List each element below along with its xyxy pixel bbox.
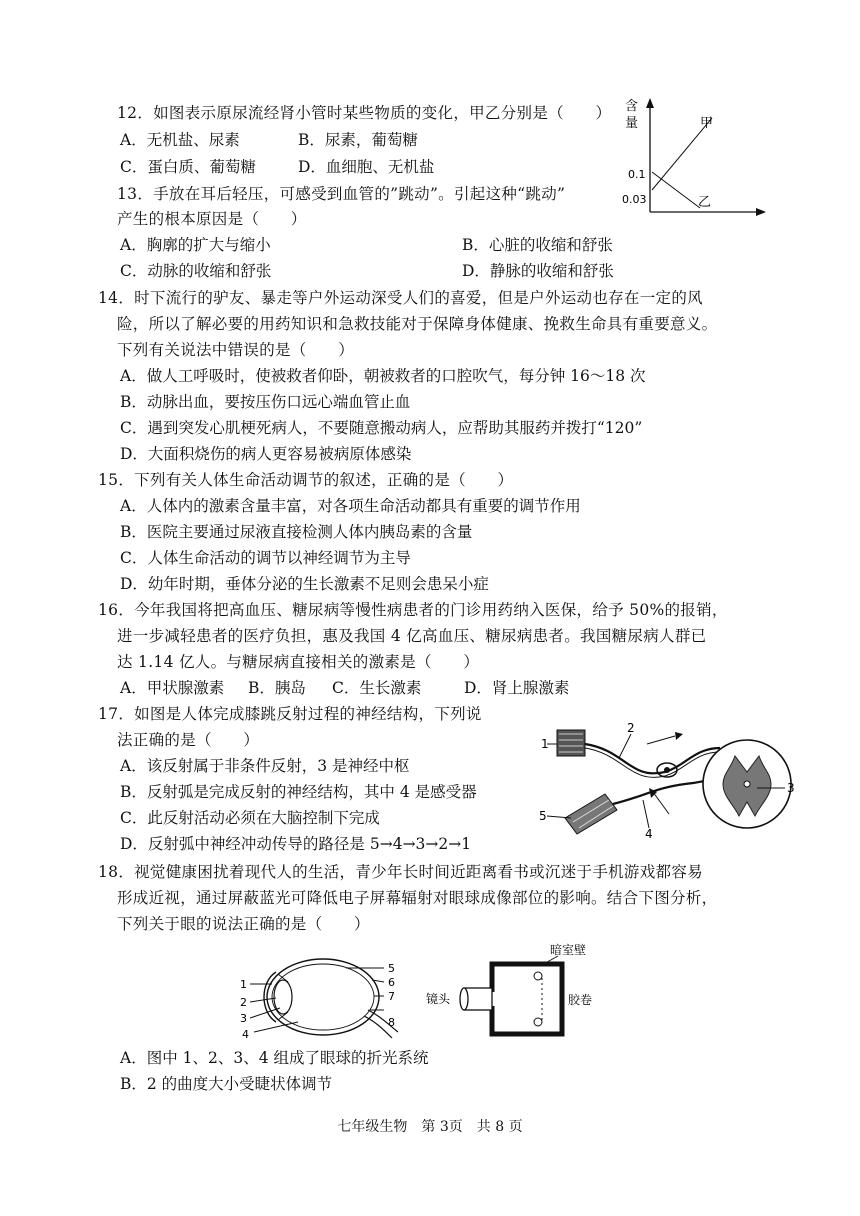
camera-label-lens: 镜头: [426, 992, 451, 1006]
camera-body: [492, 964, 562, 1034]
q12-option-a[interactable]: A．无机盐、尿素: [120, 131, 240, 149]
reflex-label-2: 2: [627, 721, 635, 735]
q15-option-a[interactable]: A．人体内的激素含量丰富，对各项生命活动都具有重要的调节作用: [120, 497, 581, 515]
q15-option-c[interactable]: C．人体生命活动的调节以神经调节为主导: [120, 549, 411, 567]
q16-stem-2: 进一步减轻患者的医疗负担，惠及我国 4 亿高血压、糖尿病患者。我国糖尿病人群已: [117, 627, 707, 645]
chart-label-yi: 乙: [698, 195, 712, 210]
camera-film-spool-bottom: [534, 1018, 542, 1026]
chart-ylabel-2: 量: [625, 116, 639, 131]
q17-option-c[interactable]: C．此反射活动必须在大脑控制下完成: [120, 809, 380, 827]
chart-tick-01: 0.1: [628, 168, 646, 181]
reflex-label-4: 4: [645, 827, 653, 840]
q17-option-d[interactable]: D．反射弧中神经冲动传导的路径是 5→4→3→2→1: [120, 835, 472, 853]
reflex-arrow-bottom: [653, 792, 669, 814]
reflex-label-3: 3: [787, 781, 795, 795]
q16-option-c[interactable]: C．生长激素: [332, 679, 422, 697]
q12-option-c[interactable]: C．蛋白质、葡萄糖: [120, 158, 256, 176]
q18-stem-2: 形成近视，通过屏蔽蓝光可降低电子屏幕辐射对眼球成像部位的影响。结合下图分析，: [117, 889, 718, 907]
camera-film-spool-top: [534, 972, 542, 980]
reflex-arc-figure: [535, 718, 805, 840]
chart-x-arrow: [756, 208, 766, 216]
reflex-pointer-2: [619, 734, 631, 758]
eye-diagram: [228, 952, 410, 1042]
q15-option-d[interactable]: D．幼年时期，垂体分泌的生长激素不足则会患呆小症: [120, 575, 489, 593]
q18-option-b[interactable]: B．2 的曲度大小受睫状体调节: [120, 1075, 333, 1093]
q13-option-c[interactable]: C．动脉的收缩和舒张: [120, 262, 272, 280]
eye-label-1: 1: [240, 978, 247, 991]
q12-stem: 12．如图表示原尿流经肾小管时某些物质的变化，甲乙分别是（ ）: [117, 104, 612, 122]
q17-stem-2: 法正确的是（ ）: [117, 731, 260, 749]
q18-stem-1: 18．视觉健康困扰着现代人的生活，青少年长时间近距离看书或沉迷于手机游戏都容易: [98, 863, 703, 881]
q15-stem: 15．下列有关人体生命活动调节的叙述，正确的是（ ）: [98, 471, 514, 489]
q16-stem-3: 达 1.14 亿人。与糖尿病直接相关的激素是（ ）: [117, 653, 480, 671]
eye-label-4: 4: [242, 1028, 249, 1041]
chart-label-jia: 甲: [700, 116, 714, 131]
q17-option-b[interactable]: B．反射弧是完成反射的神经结构，其中 4 是感受器: [120, 783, 477, 801]
q12-option-d[interactable]: D．血细胞、无机盐: [298, 158, 435, 176]
q13-stem-1: 13．手放在耳后轻压，可感受到血管的”跳动”。引起这种“跳动”: [117, 185, 566, 203]
q13-stem-2: 产生的根本原因是（ ）: [117, 210, 307, 228]
q14-stem-1: 14．时下流行的驴友、暴走等户外运动深受人们的喜爱，但是户外运动也存在一定的风: [98, 289, 703, 307]
chart-ylabel-1: 含: [625, 99, 639, 114]
eyeball-outline: [267, 959, 379, 1035]
q12-option-b[interactable]: B．尿素，葡萄糖: [298, 131, 418, 149]
camera-label-film: 胶卷: [568, 993, 593, 1007]
eye-label-6: 6: [388, 976, 395, 989]
q14-option-a[interactable]: A．做人工呼吸时，使被救者仰卧，朝被救者的口腔吹气，每分钟 16～18 次: [120, 367, 646, 385]
q13-option-d[interactable]: D．静脉的收缩和舒张: [462, 262, 614, 280]
q15-option-b[interactable]: B．医院主要通过尿液直接检测人体内胰岛素的含量: [120, 523, 473, 541]
reflex-muscle-effector: [565, 794, 617, 834]
reflex-arrow-top: [647, 736, 675, 744]
camera-diagram: [418, 940, 618, 1040]
q14-stem-3: 下列有关说法中错误的是（ ）: [117, 341, 355, 359]
eye-label-3: 3: [240, 1012, 247, 1025]
reflex-label-5: 5: [539, 809, 547, 823]
reflex-pointer-4: [643, 800, 649, 828]
q14-option-b[interactable]: B．动脉出血，要按压伤口远心端血管止血: [120, 393, 411, 411]
q14-option-d[interactable]: D．大面积烧伤的病人更容易被病原体感染: [120, 445, 412, 463]
chart-line-yi: [652, 172, 700, 208]
q18-stem-3: 下列关于眼的说法正确的是（ ）: [117, 915, 370, 933]
q16-option-d[interactable]: D．肾上腺激素: [464, 679, 570, 697]
q13-option-b[interactable]: B．心脏的收缩和舒张: [462, 236, 613, 254]
q12-chart: [612, 90, 772, 220]
page-footer: 七年级生物 第 3页 共 8 页: [337, 1119, 523, 1135]
eye-label-8: 8: [388, 1016, 395, 1029]
q14-option-c[interactable]: C．遇到突发心肌梗死病人，不要随意搬动病人，应帮助其服药并拨打“120”: [120, 419, 643, 437]
camera-label-dark-wall: 暗室壁: [550, 943, 587, 957]
eye-label-2: 2: [240, 996, 247, 1009]
q16-stem-1: 16．今年我国将把高血压、糖尿病等慢性病患者的门诊用药纳入医保，给予 50%的报销，: [98, 601, 728, 619]
chart-tick-003: 0.03: [622, 193, 647, 206]
eye-label-7: 7: [388, 990, 395, 1003]
q16-option-a[interactable]: A．甲状腺激素: [120, 679, 225, 697]
q16-option-b[interactable]: B．胰岛: [248, 679, 306, 697]
q17-option-a[interactable]: A．该反射属于非条件反射，3 是神经中枢: [120, 757, 410, 775]
reflex-label-1: 1: [541, 737, 549, 751]
q18-option-a[interactable]: A．图中 1、2、3、4 组成了眼球的折光系统: [120, 1049, 429, 1067]
eye-label-5: 5: [388, 962, 395, 975]
q17-stem-1: 17．如图是人体完成膝跳反射过程的神经结构，下列说: [98, 705, 482, 723]
chart-y-arrow: [646, 98, 654, 108]
q13-option-a[interactable]: A．胸廓的扩大与缩小: [120, 236, 271, 254]
q14-stem-2: 险，所以了解必要的用药知识和急救技能对于保障身体健康、挽救生命具有重要意义。: [117, 315, 718, 333]
reflex-sensory-nerve: [585, 744, 720, 773]
